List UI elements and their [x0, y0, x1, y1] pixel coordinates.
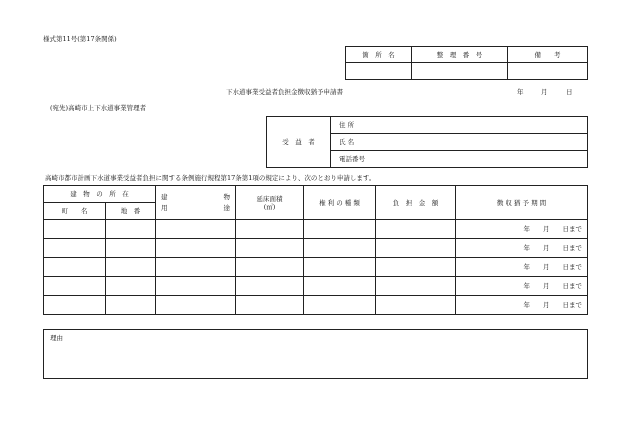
cell-area[interactable] — [236, 296, 304, 315]
office-number-field[interactable] — [412, 63, 508, 80]
cell-lot[interactable] — [106, 239, 156, 258]
cell-right[interactable] — [304, 220, 376, 239]
row-month: 月 — [543, 263, 550, 271]
cell-use[interactable] — [156, 220, 236, 239]
name-label: 氏 名 — [339, 138, 355, 146]
row-until: 日まで — [562, 282, 582, 290]
cell-right[interactable] — [304, 258, 376, 277]
row-until: 日まで — [562, 244, 582, 252]
office-col-notes: 備 考 — [508, 47, 588, 63]
cell-deferral[interactable] — [456, 296, 588, 315]
address-label: 住 所 — [339, 121, 355, 129]
floor-area-unit: (㎡) — [263, 202, 276, 211]
row-month: 月 — [543, 225, 550, 233]
header-town: 町 名 — [44, 203, 106, 220]
cell-amount[interactable] — [376, 296, 456, 315]
header-floor-area — [236, 186, 304, 220]
table-row — [44, 220, 588, 239]
row-year: 年 — [523, 263, 530, 271]
row-month: 月 — [543, 282, 550, 290]
office-col-number: 整 理 番 号 — [412, 47, 508, 63]
header-building-location: 建 物 の 所 在 — [44, 186, 156, 203]
statement: 高崎市都市計画下水道事業受益者負担に関する条例施行規程第17条第1項の規定により、次のとおり申請します。 — [45, 174, 376, 182]
applicant-phone-field[interactable] — [331, 151, 588, 168]
cell-lot[interactable] — [106, 258, 156, 277]
cell-use[interactable] — [156, 277, 236, 296]
row-until: 日まで — [562, 225, 582, 233]
cell-use[interactable] — [156, 239, 236, 258]
cell-right[interactable] — [304, 239, 376, 258]
cell-right[interactable] — [304, 277, 376, 296]
cell-town[interactable] — [44, 220, 106, 239]
main-table — [43, 185, 588, 315]
cell-town[interactable] — [44, 277, 106, 296]
row-until: 日まで — [562, 301, 582, 309]
addressee: (宛先)高崎市上下水道事業管理者 — [50, 104, 147, 112]
date-month: 月 — [541, 88, 548, 96]
header-amount: 負 担 金 額 — [376, 186, 456, 220]
cell-town[interactable] — [44, 239, 106, 258]
cell-deferral[interactable] — [456, 258, 588, 277]
row-month: 月 — [543, 244, 550, 252]
row-year: 年 — [523, 282, 530, 290]
cell-area[interactable] — [236, 220, 304, 239]
cell-area[interactable] — [236, 258, 304, 277]
table-row — [44, 296, 588, 315]
cell-lot[interactable] — [106, 220, 156, 239]
cell-deferral[interactable] — [456, 239, 588, 258]
cell-town[interactable] — [44, 296, 106, 315]
office-box — [345, 46, 588, 80]
date-day: 日 — [566, 88, 573, 96]
cell-amount[interactable] — [376, 239, 456, 258]
cell-amount[interactable] — [376, 220, 456, 239]
cell-area[interactable] — [236, 239, 304, 258]
cell-town[interactable] — [44, 258, 106, 277]
table-row — [44, 277, 588, 296]
header-lot: 地 番 — [106, 203, 156, 220]
reason-label: 理由 — [50, 334, 63, 342]
use-top-right: 物 — [223, 193, 230, 201]
use-top-left: 建 — [161, 193, 168, 201]
header-use — [156, 186, 236, 220]
cell-amount[interactable] — [376, 258, 456, 277]
table-row — [44, 239, 588, 258]
use-bottom-right: 途 — [223, 204, 230, 212]
applicant-label: 受 益 者 — [267, 117, 331, 168]
header-right-type: 権 利 の 種 類 — [304, 186, 376, 220]
cell-right[interactable] — [304, 296, 376, 315]
cell-use[interactable] — [156, 296, 236, 315]
phone-label: 電話番号 — [339, 155, 365, 163]
row-month: 月 — [543, 301, 550, 309]
floor-area-label: 延床面積 — [256, 194, 283, 203]
applicant-address-field[interactable] — [331, 117, 588, 134]
cell-area[interactable] — [236, 277, 304, 296]
office-place-field[interactable] — [346, 63, 412, 80]
cell-lot[interactable] — [106, 277, 156, 296]
reason-box[interactable] — [43, 329, 588, 379]
cell-deferral[interactable] — [456, 220, 588, 239]
cell-deferral[interactable] — [456, 277, 588, 296]
form-number: 様式第11号(第17条関係) — [43, 35, 117, 43]
office-notes-field[interactable] — [508, 63, 588, 80]
applicant-box — [266, 116, 588, 168]
row-until: 日まで — [562, 263, 582, 271]
office-col-place: 箇 所 名 — [346, 47, 412, 63]
row-year: 年 — [523, 244, 530, 252]
table-row — [44, 258, 588, 277]
row-year: 年 — [523, 301, 530, 309]
page-title: 下水道事業受益者負担金徴収猶予申請書 — [226, 88, 343, 96]
cell-amount[interactable] — [376, 277, 456, 296]
cell-use[interactable] — [156, 258, 236, 277]
date-year: 年 — [517, 88, 524, 96]
cell-lot[interactable] — [106, 296, 156, 315]
header-deferral: 徴 収 猶 予 期 間 — [456, 186, 588, 220]
applicant-name-field[interactable] — [331, 134, 588, 151]
use-bottom-left: 用 — [161, 204, 168, 212]
row-year: 年 — [523, 225, 530, 233]
